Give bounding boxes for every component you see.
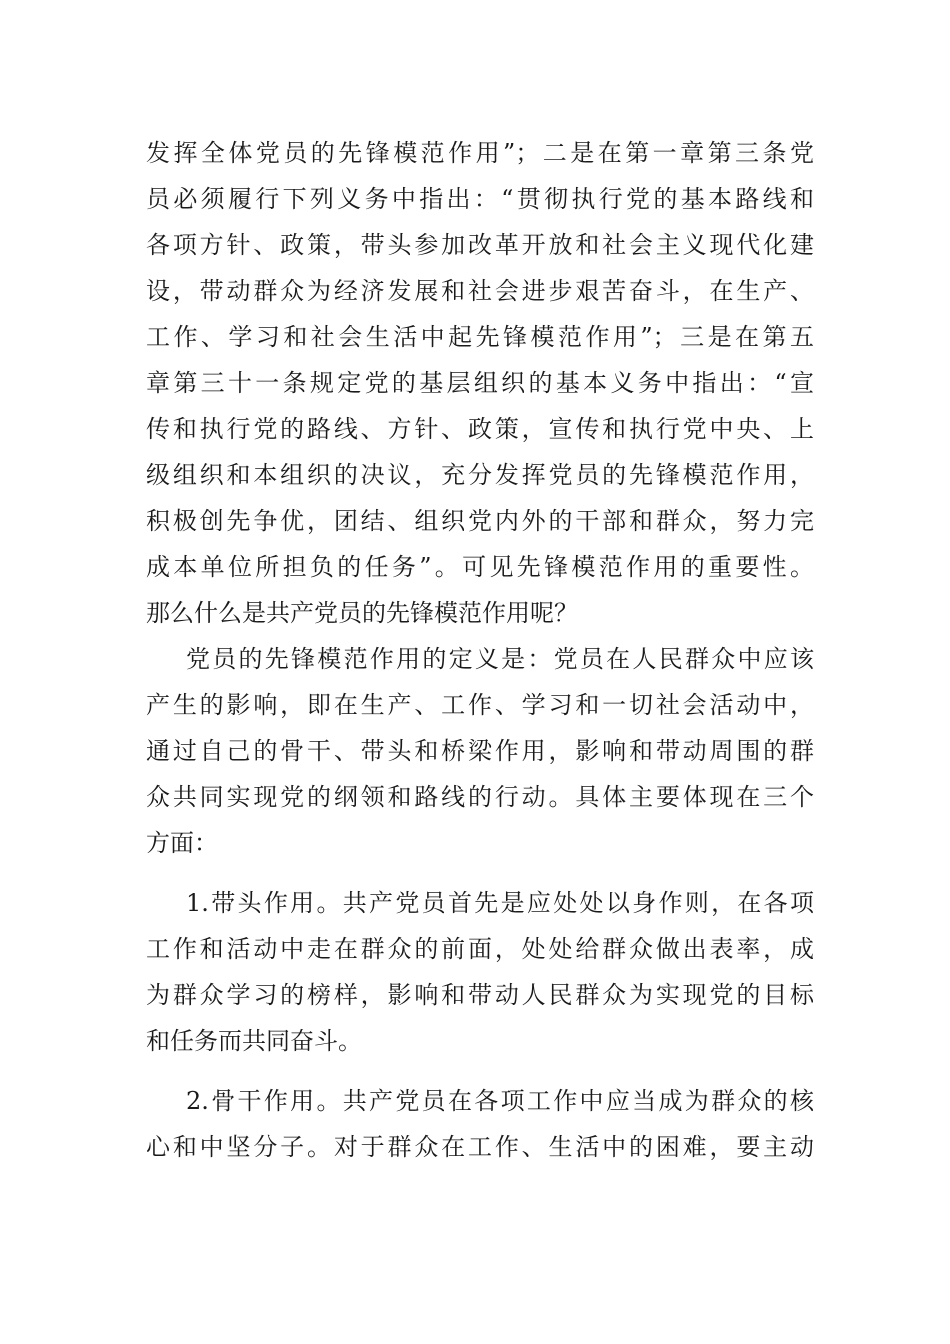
text-line: 为群众学习的榜样，影响和带动人民群众为实现党的目标: [146, 981, 814, 1009]
document-body: [146, 130, 814, 1170]
text-line: 那么什么是共产党员的先锋模范作用呢？: [146, 599, 578, 627]
text-line: 心和中坚分子。对于群众在工作、生活中的困难，要主动: [146, 1133, 814, 1161]
text-line: 级组织和本组织的决议，充分发挥党员的先锋模范作用，: [146, 461, 814, 489]
text-line: 产生的影响，即在生产、工作、学习和一切社会活动中，: [146, 691, 814, 719]
text-line: 1.带头作用。共产党员首先是应处处以身作则，在各项: [186, 889, 814, 917]
text-line: 员必须履行下列义务中指出：“贯彻执行党的基本路线和: [146, 185, 814, 213]
paragraph-leading-role: [146, 880, 814, 1064]
text-line: 众共同实现党的纲领和路线的行动。具体主要体现在三个: [146, 783, 814, 811]
text-line: 方面：: [146, 829, 218, 857]
text-line: 发挥全体党员的先锋模范作用”；二是在第一章第三条党: [146, 139, 814, 167]
paragraph-party-constitution-citations: [146, 130, 814, 636]
paragraph-definition: [146, 636, 814, 866]
text-line: 成本单位所担负的任务”。可见先锋模范作用的重要性。: [146, 553, 814, 581]
text-line: 章第三十一条规定党的基层组织的基本义务中指出：“宣: [146, 369, 814, 397]
text-line: 设，带动群众为经济发展和社会进步艰苦奋斗，在生产、: [146, 277, 814, 305]
text-line: 党员的先锋模范作用的定义是：党员在人民群众中应该: [186, 645, 814, 673]
text-line: 和任务而共同奋斗。: [146, 1027, 362, 1055]
text-line: 2.骨干作用。共产党员在各项工作中应当成为群众的核: [186, 1087, 814, 1115]
text-line: 各项方针、政策，带头参加改革开放和社会主义现代化建: [146, 231, 814, 259]
text-line: 工作和活动中走在群众的前面，处处给群众做出表率，成: [146, 935, 814, 963]
text-line: 传和执行党的路线、方针、政策，宣传和执行党中央、上: [146, 415, 814, 443]
text-line: 通过自己的骨干、带头和桥梁作用，影响和带动周围的群: [146, 737, 814, 765]
paragraph-backbone-role: [146, 1078, 814, 1170]
text-line: 积极创先争优，团结、组织党内外的干部和群众，努力完: [146, 507, 814, 535]
text-line: 工作、学习和社会生活中起先锋模范作用”；三是在第五: [146, 323, 814, 351]
